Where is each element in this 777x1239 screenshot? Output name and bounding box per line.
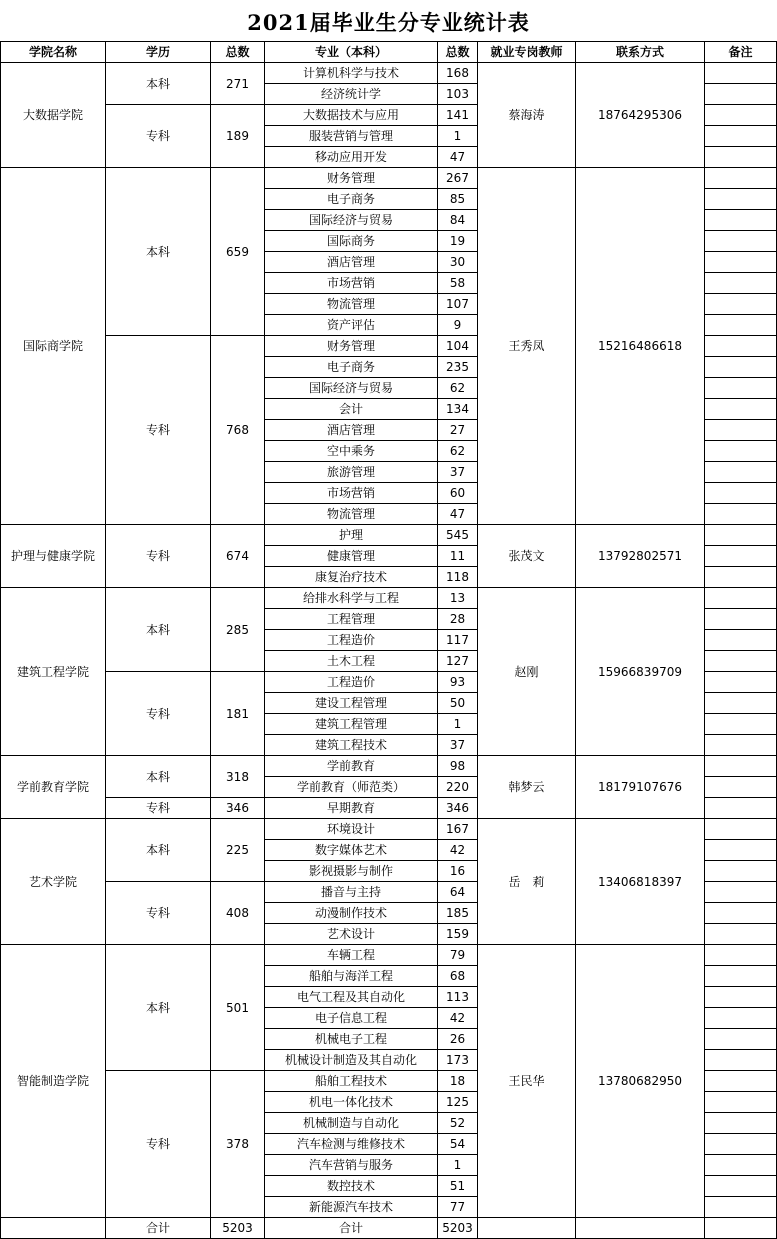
major-count: 51 <box>438 1176 478 1197</box>
table-title: 2021届毕业生分专业统计表 <box>247 10 530 35</box>
major-count: 104 <box>438 336 478 357</box>
major-name: 给排水科学与工程 <box>265 588 438 609</box>
major-count: 54 <box>438 1134 478 1155</box>
note-cell <box>705 252 777 273</box>
note-cell <box>705 126 777 147</box>
summary-major-label: 合计 <box>265 1218 438 1239</box>
major-count: 117 <box>438 630 478 651</box>
note-cell <box>705 924 777 945</box>
college-name: 建筑工程学院 <box>1 588 106 756</box>
major-name: 环境设计 <box>265 819 438 840</box>
major-count: 19 <box>438 231 478 252</box>
major-name: 服装营销与管理 <box>265 126 438 147</box>
header-note: 备注 <box>705 42 777 63</box>
major-name: 建设工程管理 <box>265 693 438 714</box>
summary-contact-cell <box>576 1218 705 1239</box>
teacher-name: 张茂文 <box>478 525 576 588</box>
college-name: 大数据学院 <box>1 63 106 168</box>
major-name: 物流管理 <box>265 504 438 525</box>
note-cell <box>705 714 777 735</box>
note-cell <box>705 420 777 441</box>
major-name: 播音与主持 <box>265 882 438 903</box>
major-count: 168 <box>438 63 478 84</box>
major-count: 84 <box>438 210 478 231</box>
note-cell <box>705 987 777 1008</box>
note-cell <box>705 651 777 672</box>
major-count: 77 <box>438 1197 478 1218</box>
note-cell <box>705 903 777 924</box>
teacher-name: 蔡海涛 <box>478 63 576 168</box>
degree-total: 408 <box>211 882 265 945</box>
note-cell <box>705 567 777 588</box>
major-name: 艺术设计 <box>265 924 438 945</box>
note-cell <box>705 147 777 168</box>
note-cell <box>705 378 777 399</box>
major-count: 9 <box>438 315 478 336</box>
major-count: 47 <box>438 147 478 168</box>
note-cell <box>705 840 777 861</box>
college-name: 智能制造学院 <box>1 945 106 1218</box>
header-teacher: 就业专岗教师 <box>478 42 576 63</box>
contact-phone: 15966839709 <box>576 588 705 756</box>
major-count: 173 <box>438 1050 478 1071</box>
note-cell <box>705 588 777 609</box>
degree-total: 501 <box>211 945 265 1071</box>
teacher-name: 韩梦云 <box>478 756 576 819</box>
degree-cell: 本科 <box>106 588 211 672</box>
degree-cell: 专科 <box>106 672 211 756</box>
note-cell <box>705 294 777 315</box>
major-count: 1 <box>438 714 478 735</box>
note-cell <box>705 399 777 420</box>
major-count: 37 <box>438 735 478 756</box>
note-cell <box>705 1113 777 1134</box>
note-cell <box>705 756 777 777</box>
college-name: 艺术学院 <box>1 819 106 945</box>
note-cell <box>705 63 777 84</box>
major-count: 47 <box>438 504 478 525</box>
note-cell <box>705 1029 777 1050</box>
major-name: 工程造价 <box>265 630 438 651</box>
major-count: 52 <box>438 1113 478 1134</box>
note-cell <box>705 1092 777 1113</box>
header-major-total: 总数 <box>438 42 478 63</box>
major-count: 42 <box>438 1008 478 1029</box>
graduate-statistics-table <box>0 41 777 1239</box>
degree-cell: 本科 <box>106 819 211 882</box>
major-count: 93 <box>438 672 478 693</box>
major-count: 1 <box>438 1155 478 1176</box>
major-count: 11 <box>438 546 478 567</box>
note-cell <box>705 336 777 357</box>
major-count: 85 <box>438 189 478 210</box>
header-major: 专业（本科） <box>265 42 438 63</box>
major-count: 26 <box>438 1029 478 1050</box>
major-name: 影视摄影与制作 <box>265 861 438 882</box>
degree-total: 378 <box>211 1071 265 1218</box>
contact-phone: 18179107676 <box>576 756 705 819</box>
contact-phone: 13792802571 <box>576 525 705 588</box>
major-name: 国际经济与贸易 <box>265 210 438 231</box>
major-name: 会计 <box>265 399 438 420</box>
table-row <box>1 945 777 966</box>
degree-cell: 专科 <box>106 798 211 819</box>
table-row <box>1 525 777 546</box>
major-count: 107 <box>438 294 478 315</box>
degree-cell: 本科 <box>106 756 211 798</box>
major-name: 土木工程 <box>265 651 438 672</box>
major-name: 经济统计学 <box>265 84 438 105</box>
major-count: 267 <box>438 168 478 189</box>
contact-phone: 13780682950 <box>576 945 705 1218</box>
note-cell <box>705 966 777 987</box>
major-name: 机械电子工程 <box>265 1029 438 1050</box>
degree-cell: 专科 <box>106 336 211 525</box>
note-cell <box>705 273 777 294</box>
major-count: 545 <box>438 525 478 546</box>
major-count: 60 <box>438 483 478 504</box>
major-count: 30 <box>438 252 478 273</box>
note-cell <box>705 231 777 252</box>
summary-label: 合计 <box>106 1218 211 1239</box>
college-name: 护理与健康学院 <box>1 525 106 588</box>
header-contact: 联系方式 <box>576 42 705 63</box>
summary-teacher-cell <box>478 1218 576 1239</box>
major-name: 酒店管理 <box>265 420 438 441</box>
note-cell <box>705 462 777 483</box>
major-count: 127 <box>438 651 478 672</box>
major-count: 79 <box>438 945 478 966</box>
major-name: 康复治疗技术 <box>265 567 438 588</box>
major-count: 18 <box>438 1071 478 1092</box>
major-name: 财务管理 <box>265 336 438 357</box>
major-count: 27 <box>438 420 478 441</box>
note-cell <box>705 504 777 525</box>
header-row <box>1 42 777 63</box>
major-name: 船舶工程技术 <box>265 1071 438 1092</box>
degree-cell: 专科 <box>106 105 211 168</box>
note-cell <box>705 1176 777 1197</box>
major-count: 346 <box>438 798 478 819</box>
header-college: 学院名称 <box>1 42 106 63</box>
note-cell <box>705 693 777 714</box>
major-name: 电子商务 <box>265 357 438 378</box>
major-count: 167 <box>438 819 478 840</box>
note-cell <box>705 819 777 840</box>
note-cell <box>705 945 777 966</box>
degree-total: 285 <box>211 588 265 672</box>
teacher-name: 王民华 <box>478 945 576 1218</box>
major-name: 电气工程及其自动化 <box>265 987 438 1008</box>
teacher-name: 王秀凤 <box>478 168 576 525</box>
major-name: 机械制造与自动化 <box>265 1113 438 1134</box>
header-degree: 学历 <box>106 42 211 63</box>
degree-total: 271 <box>211 63 265 105</box>
major-count: 98 <box>438 756 478 777</box>
major-count: 42 <box>438 840 478 861</box>
summary-note-cell <box>705 1218 777 1239</box>
note-cell <box>705 630 777 651</box>
major-name: 市场营销 <box>265 483 438 504</box>
major-count: 235 <box>438 357 478 378</box>
major-name: 学前教育 <box>265 756 438 777</box>
note-cell <box>705 210 777 231</box>
major-name: 工程管理 <box>265 609 438 630</box>
summary-major-total: 5203 <box>438 1218 478 1239</box>
major-name: 物流管理 <box>265 294 438 315</box>
major-count: 1 <box>438 126 478 147</box>
note-cell <box>705 882 777 903</box>
major-count: 37 <box>438 462 478 483</box>
major-name: 市场营销 <box>265 273 438 294</box>
note-cell <box>705 1071 777 1092</box>
note-cell <box>705 609 777 630</box>
major-count: 159 <box>438 924 478 945</box>
major-name: 机电一体化技术 <box>265 1092 438 1113</box>
summary-row <box>1 1218 777 1239</box>
degree-cell: 专科 <box>106 882 211 945</box>
degree-cell: 本科 <box>106 168 211 336</box>
major-count: 16 <box>438 861 478 882</box>
note-cell <box>705 168 777 189</box>
major-name: 酒店管理 <box>265 252 438 273</box>
note-cell <box>705 357 777 378</box>
major-name: 大数据技术与应用 <box>265 105 438 126</box>
major-name: 移动应用开发 <box>265 147 438 168</box>
major-count: 13 <box>438 588 478 609</box>
table-row <box>1 63 777 84</box>
degree-cell: 专科 <box>106 1071 211 1218</box>
degree-total: 674 <box>211 525 265 588</box>
summary-college-cell <box>1 1218 106 1239</box>
college-name: 学前教育学院 <box>1 756 106 819</box>
degree-total: 181 <box>211 672 265 756</box>
major-count: 50 <box>438 693 478 714</box>
note-cell <box>705 798 777 819</box>
major-name: 财务管理 <box>265 168 438 189</box>
note-cell <box>705 189 777 210</box>
degree-total: 225 <box>211 819 265 882</box>
major-count: 118 <box>438 567 478 588</box>
degree-total: 189 <box>211 105 265 168</box>
header-total: 总数 <box>211 42 265 63</box>
note-cell <box>705 315 777 336</box>
major-count: 125 <box>438 1092 478 1113</box>
major-name: 国际经济与贸易 <box>265 378 438 399</box>
major-name: 早期教育 <box>265 798 438 819</box>
major-name: 计算机科学与技术 <box>265 63 438 84</box>
major-name: 国际商务 <box>265 231 438 252</box>
major-count: 185 <box>438 903 478 924</box>
college-name: 国际商学院 <box>1 168 106 525</box>
note-cell <box>705 861 777 882</box>
note-cell <box>705 1134 777 1155</box>
major-name: 新能源汽车技术 <box>265 1197 438 1218</box>
major-name: 空中乘务 <box>265 441 438 462</box>
degree-total: 346 <box>211 798 265 819</box>
major-name: 健康管理 <box>265 546 438 567</box>
note-cell <box>705 1050 777 1071</box>
table-body <box>1 63 777 1218</box>
major-name: 动漫制作技术 <box>265 903 438 924</box>
major-name: 旅游管理 <box>265 462 438 483</box>
degree-total: 768 <box>211 336 265 525</box>
major-count: 103 <box>438 84 478 105</box>
teacher-name: 赵刚 <box>478 588 576 756</box>
major-count: 68 <box>438 966 478 987</box>
major-name: 电子信息工程 <box>265 1008 438 1029</box>
degree-cell: 专科 <box>106 525 211 588</box>
note-cell <box>705 672 777 693</box>
table-row <box>1 168 777 189</box>
contact-phone: 15216486618 <box>576 168 705 525</box>
major-count: 220 <box>438 777 478 798</box>
major-name: 数字媒体艺术 <box>265 840 438 861</box>
major-name: 建筑工程技术 <box>265 735 438 756</box>
major-name: 学前教育（师范类） <box>265 777 438 798</box>
summary-total: 5203 <box>211 1218 265 1239</box>
contact-phone: 13406818397 <box>576 819 705 945</box>
note-cell <box>705 84 777 105</box>
degree-cell: 本科 <box>106 63 211 105</box>
note-cell <box>705 525 777 546</box>
table-row <box>1 756 777 777</box>
table-row <box>1 819 777 840</box>
major-count: 64 <box>438 882 478 903</box>
major-name: 工程造价 <box>265 672 438 693</box>
major-name: 机械设计制造及其自动化 <box>265 1050 438 1071</box>
major-name: 车辆工程 <box>265 945 438 966</box>
major-count: 58 <box>438 273 478 294</box>
major-name: 汽车检测与维修技术 <box>265 1134 438 1155</box>
major-name: 船舶与海洋工程 <box>265 966 438 987</box>
major-count: 113 <box>438 987 478 1008</box>
major-name: 数控技术 <box>265 1176 438 1197</box>
note-cell <box>705 1155 777 1176</box>
note-cell <box>705 441 777 462</box>
degree-cell: 本科 <box>106 945 211 1071</box>
major-name: 汽车营销与服务 <box>265 1155 438 1176</box>
table-row <box>1 588 777 609</box>
note-cell <box>705 777 777 798</box>
note-cell <box>705 105 777 126</box>
major-count: 28 <box>438 609 478 630</box>
teacher-name: 岳 莉 <box>478 819 576 945</box>
major-name: 资产评估 <box>265 315 438 336</box>
major-name: 电子商务 <box>265 189 438 210</box>
note-cell <box>705 483 777 504</box>
degree-total: 659 <box>211 168 265 336</box>
major-count: 62 <box>438 441 478 462</box>
major-count: 134 <box>438 399 478 420</box>
note-cell <box>705 735 777 756</box>
note-cell <box>705 546 777 567</box>
major-count: 62 <box>438 378 478 399</box>
major-count: 141 <box>438 105 478 126</box>
contact-phone: 18764295306 <box>576 63 705 168</box>
note-cell <box>705 1197 777 1218</box>
major-name: 护理 <box>265 525 438 546</box>
note-cell <box>705 1008 777 1029</box>
major-name: 建筑工程管理 <box>265 714 438 735</box>
degree-total: 318 <box>211 756 265 798</box>
